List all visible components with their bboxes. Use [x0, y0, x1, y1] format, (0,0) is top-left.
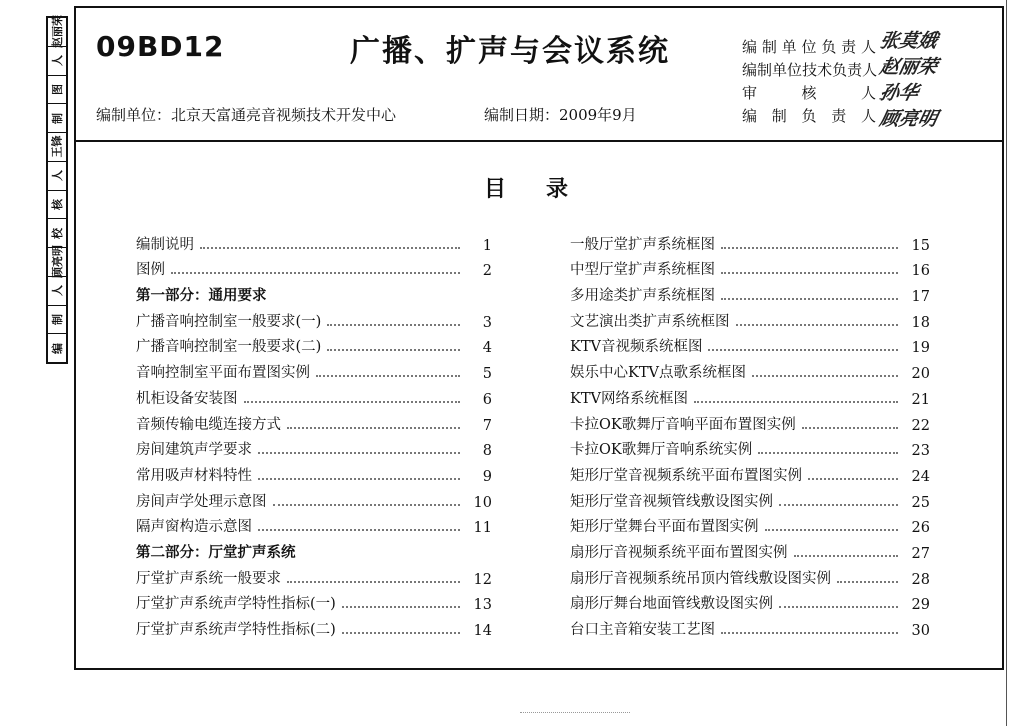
- toc-entry: [136, 562, 492, 588]
- dot-leader: [721, 631, 898, 634]
- side-cell: 人: [48, 277, 66, 306]
- dot-leader: [708, 348, 898, 351]
- dot-leader: [258, 451, 460, 454]
- toc-entry: [570, 536, 930, 562]
- toc-entry: [136, 228, 492, 254]
- toc-page-number: 7: [482, 417, 492, 434]
- toc-entry-label: 台口主音箱安装工艺图: [570, 622, 715, 638]
- toc-page-number: 5: [482, 366, 492, 383]
- dot-leader: [694, 400, 898, 403]
- dot-leader: [736, 323, 899, 326]
- toc-entry-label: 第二部分：厅堂扩声系统: [136, 544, 296, 561]
- toc-entry-label: 隔声窗构造示意图: [136, 519, 252, 536]
- toc-page-number: 27: [911, 545, 930, 562]
- side-cell: 编: [50, 342, 64, 354]
- toc-entry: [136, 382, 492, 408]
- toc-right-column: [570, 228, 930, 639]
- toc-entry: [136, 459, 492, 485]
- toc-entry-label: 广播音响控制室一般要求(一): [136, 313, 322, 330]
- dot-leader: [721, 297, 898, 300]
- toc-entry-label: KTV网络系统框图: [570, 390, 688, 407]
- toc-page-number: 19: [911, 340, 930, 357]
- toc-entry-label: 音频传输电缆连接方式: [136, 416, 281, 433]
- dot-leader: [316, 374, 460, 377]
- toc-entry-label: 扇形厅音视频系统吊顶内管线敷设图实例: [570, 570, 831, 587]
- toc-page-number: 9: [482, 468, 492, 485]
- role-label: 编 制 单 位 负 责 人: [742, 38, 876, 56]
- toc-entry: [570, 562, 930, 588]
- toc-page-number: 17: [911, 289, 930, 306]
- toc-entry: [136, 613, 492, 639]
- toc-left-column: [136, 228, 492, 639]
- toc-page-number: 2: [482, 263, 492, 280]
- side-cell: 人: [48, 162, 66, 191]
- dot-leader: [779, 605, 898, 608]
- dot-leader: [342, 631, 460, 634]
- role-label: 编 制 负 责 人: [742, 107, 876, 125]
- toc-entry: [570, 408, 930, 434]
- page-title: 广播、扩声与会议系统: [350, 34, 670, 69]
- dot-leader: [287, 580, 460, 583]
- toc-page-number: 21: [911, 391, 930, 408]
- scan-edge-line: [1006, 0, 1007, 726]
- toc-entry-label: 矩形厅堂音视频管线敷设图实例: [570, 493, 773, 510]
- dot-leader: [758, 451, 898, 454]
- compile-date: 编制日期：2009年9月: [484, 106, 637, 124]
- dot-leader: [171, 271, 460, 274]
- toc-page-number: 16: [911, 263, 930, 280]
- toc-entry-label: 多用途类扩声系统框图: [570, 288, 715, 305]
- toc-entry-label: 卡拉OK歌舞厅音响系统实例: [570, 442, 753, 459]
- dot-leader: [721, 246, 898, 249]
- dot-leader: [342, 605, 460, 608]
- header-divider: [74, 140, 1004, 142]
- side-cell: 王锋: [48, 133, 66, 162]
- responsibility-roles: [742, 36, 876, 128]
- dot-leader: [244, 400, 461, 403]
- toc-entry-label: 机柜设备安装图: [136, 390, 238, 407]
- toc-entry-label: 卡拉OK歌舞厅音响平面布置图实例: [570, 416, 796, 433]
- compiler-unit: 编制单位：北京天富通亮音视频技术开发中心: [96, 106, 397, 124]
- toc-entry: [136, 356, 492, 382]
- toc-entry-label: 矩形厅堂舞台平面布置图实例: [570, 519, 759, 536]
- toc-entry: [136, 331, 492, 357]
- toc-entry-label: 厅堂扩声系统声学特性指标(二): [136, 622, 336, 638]
- toc-entry-label: 编制说明: [136, 236, 194, 253]
- side-cell: 制: [48, 104, 66, 133]
- toc-heading: 目录: [484, 177, 609, 202]
- toc-entry: [570, 613, 930, 639]
- toc-page-number: 4: [482, 340, 492, 357]
- toc-page-number: 22: [911, 417, 930, 434]
- toc-section-heading: [136, 536, 492, 562]
- dot-leader: [327, 323, 460, 326]
- toc-entry: [570, 459, 930, 485]
- toc-page-number: 8: [482, 443, 492, 460]
- toc-page-number: 10: [473, 494, 492, 511]
- toc-entry: [570, 254, 930, 280]
- toc-entry: [570, 485, 930, 511]
- toc-page-number: 11: [473, 520, 492, 537]
- side-signature-strip: [46, 16, 68, 364]
- handwritten-signature: 赵丽荣: [877, 56, 940, 78]
- toc-entry: [570, 279, 930, 305]
- toc-page-number: 14: [473, 623, 492, 639]
- side-cell: 人: [48, 47, 66, 76]
- handwritten-signature: 张莫娥: [877, 30, 940, 52]
- toc-entry-label: 中型厅堂扩声系统框图: [570, 262, 715, 279]
- dot-leader: [200, 246, 460, 249]
- toc-entry-label: 广播音响控制室一般要求(二): [136, 339, 322, 356]
- toc-page-number: 23: [911, 443, 930, 460]
- toc-entry: [570, 331, 930, 357]
- side-cell: 顾亮明: [48, 248, 66, 277]
- signature-block: [877, 28, 998, 132]
- toc-entry-label: 娱乐中心KTV点歌系统框图: [570, 365, 746, 382]
- toc-section-heading: [136, 279, 492, 305]
- toc-entry-label: 扇形厅舞台地面管线敷设图实例: [570, 596, 773, 613]
- toc-page-number: 28: [911, 571, 930, 588]
- toc-entry: [570, 305, 930, 331]
- toc-entry: [570, 434, 930, 460]
- toc-page-number: 15: [911, 237, 930, 254]
- toc-entry: [136, 305, 492, 331]
- dot-leader: [765, 528, 899, 531]
- toc-page-number: 6: [482, 391, 492, 408]
- toc-page-number: 1: [482, 237, 492, 254]
- dot-leader: [752, 374, 898, 377]
- dot-leader: [802, 426, 898, 429]
- toc-entry: [570, 588, 930, 614]
- toc-entry: [136, 511, 492, 537]
- toc-page-number: 29: [911, 597, 930, 614]
- side-cell: 核: [48, 191, 66, 220]
- toc-page-number: 30: [911, 623, 930, 639]
- toc-entry: [570, 511, 930, 537]
- dot-leader: [721, 271, 898, 274]
- dot-leader: [779, 503, 898, 506]
- toc-entry-label: 常用吸声材料特性: [136, 467, 252, 484]
- toc-page-number: 3: [482, 314, 492, 331]
- toc-entry-label: 房间声学处理示意图: [136, 493, 267, 510]
- toc-entry-label: 扇形厅音视频系统平面布置图实例: [570, 544, 788, 561]
- side-cell: 图: [48, 76, 66, 105]
- toc-entry: [136, 408, 492, 434]
- dot-leader: [837, 580, 898, 583]
- toc-entry-label: 厅堂扩声系统声学特性指标(一): [136, 596, 336, 613]
- toc-entry-label: 一般厅堂扩声系统框图: [570, 236, 715, 253]
- toc-entry-label: 矩形厅堂音视频系统平面布置图实例: [570, 467, 802, 484]
- toc-entry: [136, 434, 492, 460]
- toc-page-number: 13: [473, 597, 492, 614]
- toc-page-number: 20: [911, 366, 930, 383]
- toc-page-number: 26: [911, 520, 930, 537]
- toc-page-number: 12: [473, 571, 492, 588]
- toc-page-number: 18: [911, 314, 930, 331]
- side-cell: 校: [48, 219, 66, 248]
- role-label: 编 制 单 位 技 术 负 责 人: [742, 61, 878, 79]
- role-label: 审 核 人: [742, 84, 876, 102]
- atlas-code: 09BD12: [96, 30, 225, 63]
- toc-entry: [570, 228, 930, 254]
- toc-entry-label: 房间建筑声学要求: [136, 442, 252, 459]
- dot-leader: [327, 348, 460, 351]
- toc-page-number: 25: [911, 494, 930, 511]
- toc-entry: [570, 356, 930, 382]
- toc-entry-label: 厅堂扩声系统一般要求: [136, 570, 281, 587]
- toc-entry: [136, 485, 492, 511]
- toc-page-number: 24: [911, 468, 930, 485]
- toc-entry: [136, 588, 492, 614]
- dot-leader: [273, 503, 461, 506]
- side-cell: 制: [48, 306, 66, 335]
- handwritten-signature: 孙华: [877, 82, 921, 104]
- toc-entry-label: 文艺演出类扩声系统框图: [570, 313, 730, 330]
- handwritten-signature: 顾亮明: [877, 108, 940, 130]
- toc-entry-label: KTV音视频系统框图: [570, 339, 703, 356]
- dot-leader: [287, 426, 460, 429]
- toc-entry-label: 第一部分：通用要求: [136, 288, 267, 305]
- side-cell: 赵丽荣: [48, 18, 66, 47]
- toc-entry-label: 音响控制室平面布置图实例: [136, 365, 310, 382]
- dot-leader: [794, 554, 899, 557]
- toc-entry: [570, 382, 930, 408]
- dot-leader: [258, 528, 460, 531]
- toc-entry: [136, 254, 492, 280]
- toc-entry-label: 图例: [136, 262, 165, 279]
- scan-artifact: [520, 712, 630, 713]
- dot-leader: [258, 477, 460, 480]
- dot-leader: [808, 477, 898, 480]
